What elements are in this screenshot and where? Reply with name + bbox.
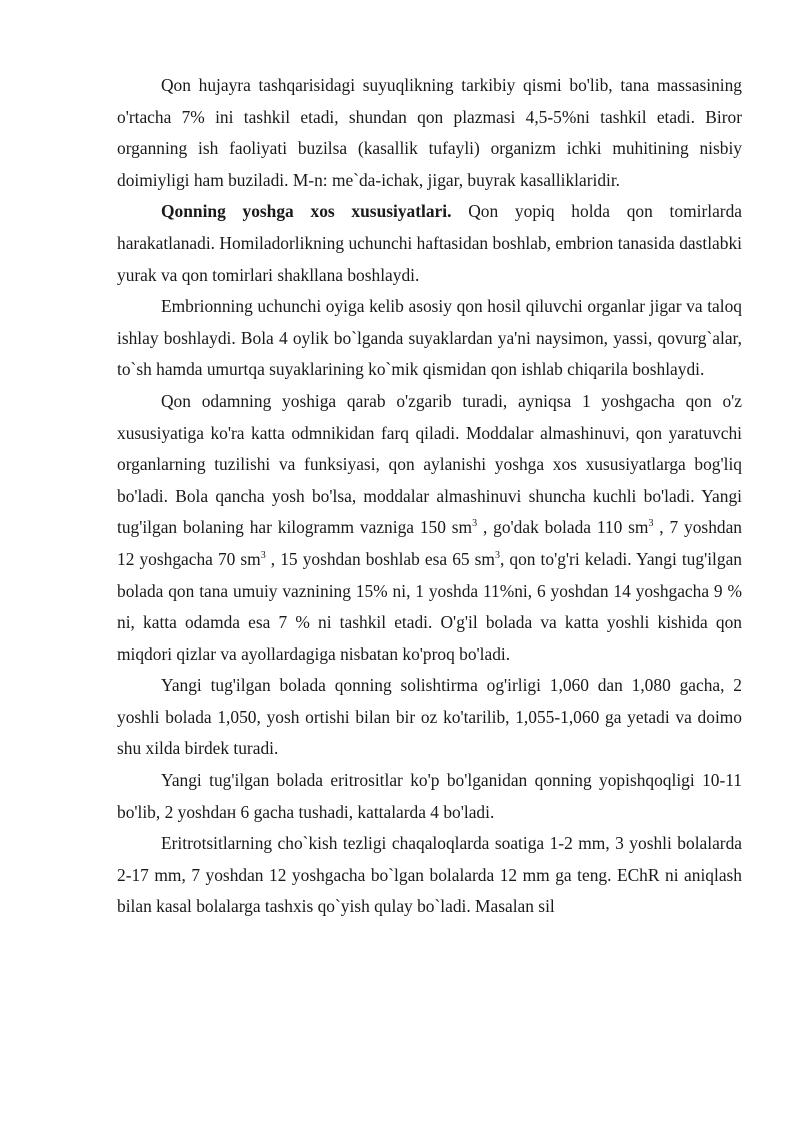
paragraph-4-seg-2: , 7 yoshdan 12 yoshgacha 70 sm bbox=[117, 517, 743, 569]
paragraph-4-seg-0: Qon odamning yoshiga qarab o'zgarib turadi, ayniqsa 1 yoshgacha qon o'z xususiyatiga ko'ra katta odmnikidan farq qiladi. Moddalar almashinuvi, qon yaratuvchi organlarning tuzilishi va funksiyasi, qon aylanishi yoshga xos xususiyatlarga bog'liq bo'ladi. Bola qancha yosh bo'lsa, moddalar almashinuvi shuncha kuchli bo'ladi. Yangi tug'ilgan bolaning har kilogramm vazniga 150 sm bbox=[117, 390, 742, 538]
section-heading: Qonning yoshga xos xususiyatlari. bbox=[161, 201, 452, 222]
superscript: 3 bbox=[648, 518, 654, 530]
paragraph-5: Yangi tug'ilgan bolada qonning solishtirma og'irligi 1,060 dan 1,080 gacha, 2 yoshli bolada 1,050, yosh ortishi bilan bir oz ko'tarilib, 1,055-1,060 ga yetadi va doimo shu xilda birdek turadi. bbox=[117, 675, 742, 759]
paragraph-2 bbox=[117, 196, 742, 291]
superscript: 3 bbox=[260, 550, 266, 562]
superscript: 3 bbox=[494, 550, 500, 562]
paragraph-4-seg-1: , go'dak bolada 110 sm bbox=[477, 517, 649, 538]
paragraph-3: Embrionning uchunchi oyiga kelib asosiy qon hosil qiluvchi organlar jigar va taloq ishlay boshlaydi. Bola 4 oylik bo`lganda suyaklardan ya'ni naysimon, yassi, qovurg`alar, to`sh hamda umurtqa suyaklarining ko`mik qismidan qon ishlab chiqarila boshlaydi. bbox=[117, 296, 742, 380]
paragraph-6: Yangi tug'ilgan bolada eritrositlar ko'p bo'lganidan qonning yopishqoqligi 10-11 bo'lib, 2 yoshdан 6 gacha tushadi, kattalarda 4 bo'ladi. bbox=[117, 770, 742, 822]
superscript: 3 bbox=[472, 518, 478, 530]
paragraph-4-seg-4: , qon to'g'ri keladi. Yangi tug'ilgan bolada qon tana umuiy vaznining 15% ni, 1 yoshda 11%ni, 6 yoshdan 14 yoshgacha 9 % ni, katta odamda esa 7 % ni tashkil etadi. O'g'il bolada va katta yoshli kishida qon miqdori qizlar va ayollardagiga nisbatan ko'proq bo'ladi. bbox=[117, 548, 742, 664]
paragraph-1: Qon hujayra tashqarisidagi suyuqlikning tarkibiy qismi bo'lib, tana massasining o'rtacha 7% ini tashkil etadi, shundan qon plazmasi 4,5-5%ni tashkil etadi. Biror organning ish faoliyati buzilsa (kasallik tufayli) organizm ichki muhitining nisbiy doimiyligi ham buziladi. M-n: me`da-ichak, jigar, buyrak kasalliklaridir. bbox=[117, 75, 742, 190]
paragraph-4 bbox=[117, 386, 742, 670]
paragraph-2-text: Qon yopiq holda qon tomirlarda harakatlanadi. Homiladorlikning uchunchi haftasidan boshlab, embrion tanasida dastlabki yurak va qon tomirlari shakllana boshlaydi. bbox=[117, 201, 742, 285]
paragraph-4-seg-3: , 15 yoshdan boshlab esa 65 sm bbox=[265, 548, 495, 569]
paragraph-7: Eritrotsitlarning cho`kish tezligi chaqaloqlarda soatiga 1-2 mm, 3 yoshli bolalarda 2-17 mm, 7 yoshdan 12 yoshgacha bo`lgan bolalarda 12 mm ga teng. EChR ni aniqlash bilan kasal bolalarga tashxis qo`yish qulay bo`ladi. Masalan sil bbox=[117, 833, 742, 917]
